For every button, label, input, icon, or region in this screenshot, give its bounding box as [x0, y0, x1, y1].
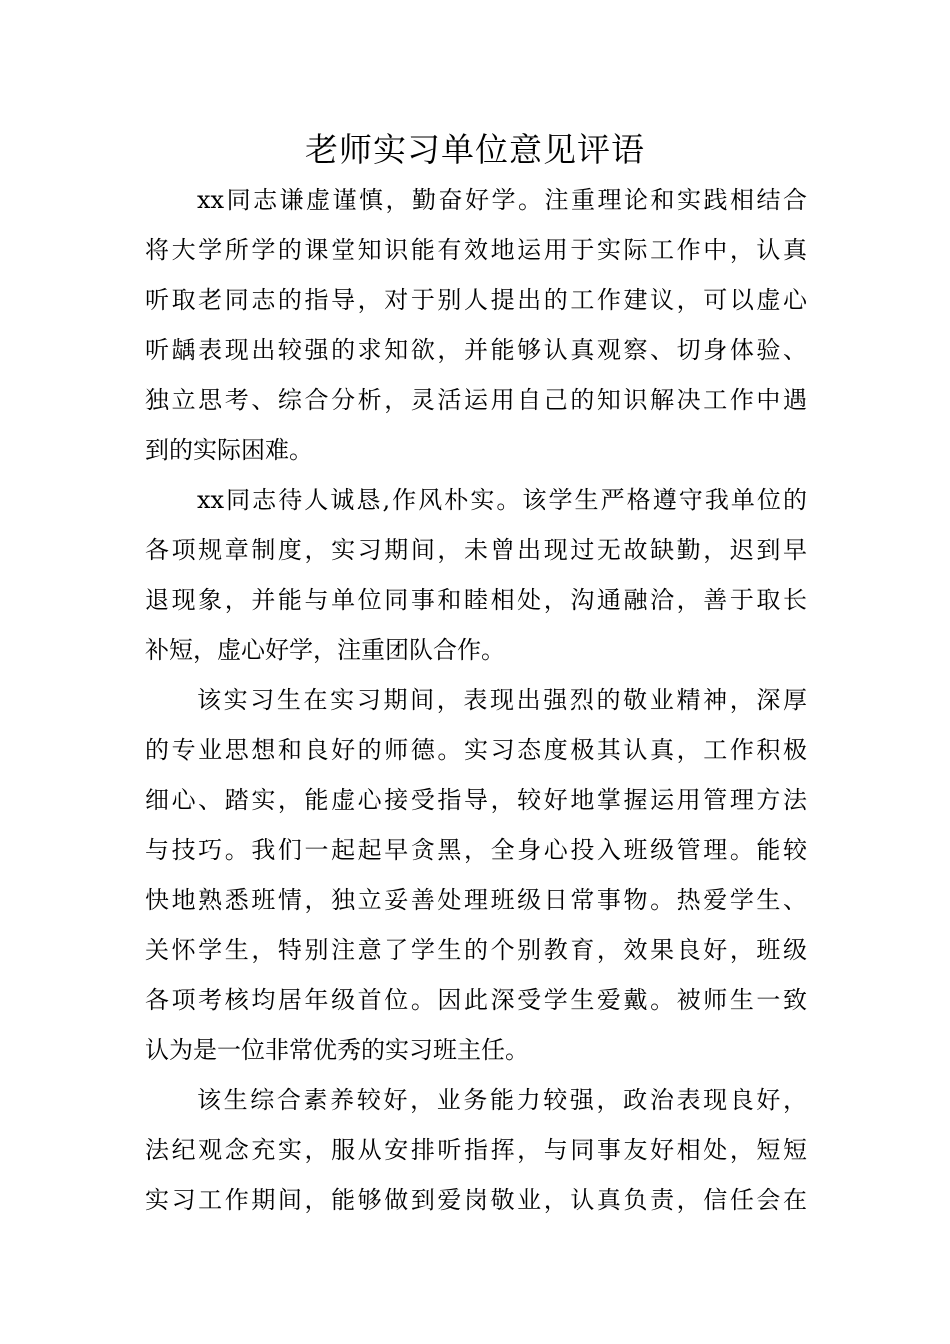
paragraph-line: 的专业思想和良好的师德。实习态度极其认真，工作积极 [145, 736, 807, 764]
paragraph-2 [145, 475, 807, 675]
paragraph-line: 听龋表现出较强的求知欲，并能够认真观察、切身体验、 [145, 336, 807, 364]
paragraph-line: 认为是一位非常优秀的实习班主任。 [145, 1036, 529, 1064]
paragraph-line: xx同志待人诚恳,作风朴实。该学生严格遵守我单位的 [197, 486, 807, 514]
paragraph-line: 细心、踏实，能虚心接受指导，较好地掌握运用管理方法 [145, 786, 807, 814]
paragraph-line: xx同志谦虚谨慎，勤奋好学。注重理论和实践相结合 [197, 186, 807, 214]
paragraph-line: 关怀学生，特别注意了学生的个别教育，效果良好，班级 [145, 936, 807, 964]
paragraph-line: 法纪观念充实，服从安排听指挥，与同事友好相处，短短 [145, 1136, 807, 1164]
paragraph-line: 退现象，并能与单位同事和睦相处，沟通融洽，善于取长 [145, 586, 807, 614]
paragraph-line: 补短，虚心好学，注重团队合作。 [145, 636, 505, 664]
paragraph-1 [145, 175, 807, 475]
paragraph-line: 将大学所学的课堂知识能有效地运用于实际工作中，认真 [145, 236, 807, 264]
paragraph-line: 与技巧。我们一起起早贪黑，全身心投入班级管理。能较 [145, 836, 807, 864]
paragraph-line: 听取老同志的指导，对于别人提出的工作建议，可以虚心 [145, 286, 807, 314]
paragraph-line: 实习工作期间，能够做到爱岗敬业，认真负责，信任会在 [145, 1186, 807, 1214]
document-title: 老师实习单位意见评语 [305, 130, 645, 169]
paragraph-line: 快地熟悉班情，独立妥善处理班级日常事物。热爱学生、 [145, 886, 807, 914]
paragraph-line: 独立思考、综合分析，灵活运用自己的知识解决工作中遇 [145, 386, 807, 414]
paragraph-line: 该生综合素养较好，业务能力较强，政治表现良好， [197, 1086, 807, 1114]
paragraph-4 [145, 1075, 807, 1225]
paragraph-3 [145, 675, 807, 1075]
paragraph-line: 到的实际困难。 [145, 436, 313, 464]
paragraph-line: 该实习生在实习期间，表现出强烈的敬业精神，深厚 [197, 686, 807, 714]
document-body [145, 175, 807, 1225]
paragraph-line: 各项规章制度，实习期间，未曾出现过无故缺勤，迟到早 [145, 536, 807, 564]
paragraph-line: 各项考核均居年级首位。因此深受学生爱戴。被师生一致 [145, 986, 807, 1014]
